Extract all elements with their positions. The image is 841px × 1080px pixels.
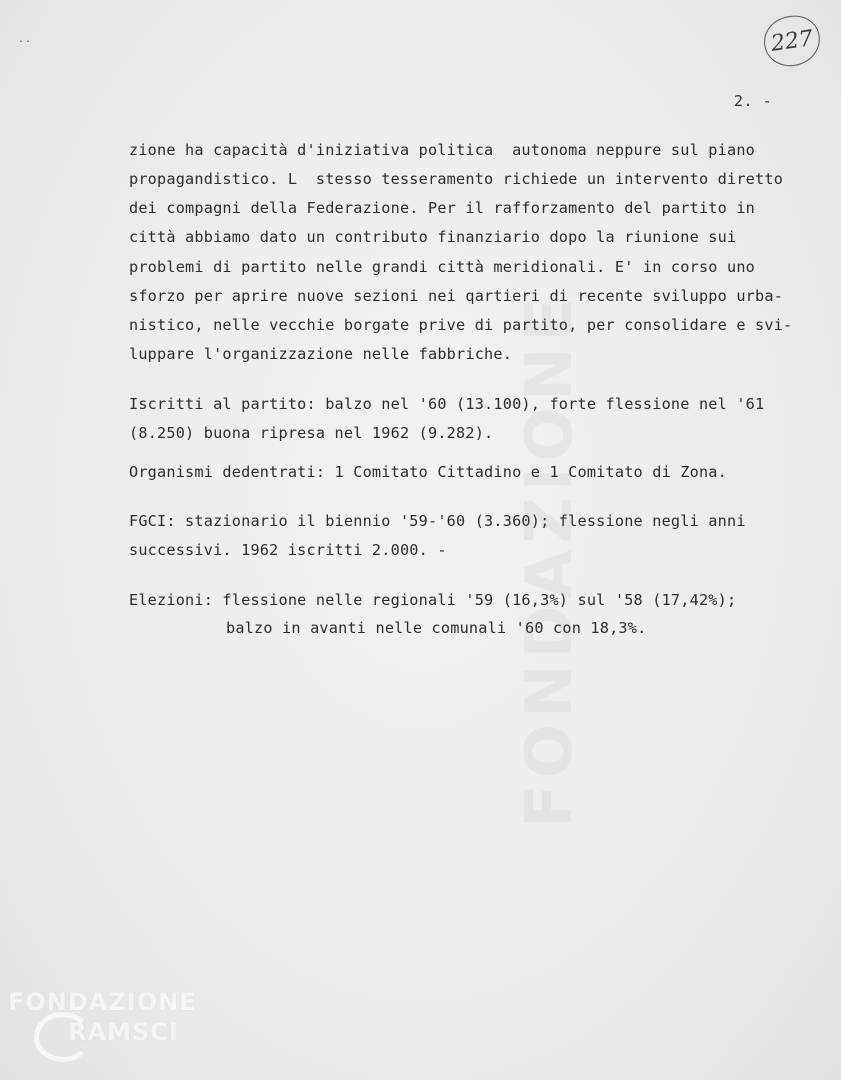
text-line-1: zione ha capacità d'iniziativa politica autonoma neppure sul piano	[129, 141, 756, 159]
foundation-logo	[8, 988, 218, 1068]
text-line-14: Elezioni: flessione nelle regionali '59 (16,3%) sul '58 (17,42%);	[129, 591, 737, 609]
text-line-13: successivi. 1962 iscritti 2.000. -	[129, 541, 447, 559]
text-line-11: Organismi dedentrati: 1 Comitato Cittadino e 1 Comitato di Zona.	[129, 463, 727, 481]
text-line-5: problemi di partito nelle grandi città meridionali. E' in corso uno	[129, 258, 756, 276]
edge-mark: ..	[18, 34, 33, 45]
text-line-12: FGCI: stazionario il biennio '59-'60 (3.360); flessione negli anni	[129, 512, 746, 530]
text-line-10: (8.250) buona ripresa nel 1962 (9.282).	[129, 424, 494, 442]
text-line-9: Iscritti al partito: balzo nel '60 (13.100), forte flessione nel '61	[129, 395, 765, 413]
text-line-3: dei compagni della Federazione. Per il rafforzamento del partito in	[129, 199, 756, 217]
text-line-8: luppare l'organizzazione nelle fabbriche.	[129, 345, 513, 363]
text-line-2: propagandistico. L stesso tesseramento richiede un intervento diretto	[129, 170, 784, 188]
text-line-15: balzo in avanti nelle comunali '60 con 18,3%.	[226, 619, 647, 637]
text-line-6: sforzo per aprire nuove sezioni nei qartieri di recente sviluppo urba-	[129, 287, 784, 305]
logo-line-1: FONDAZIONE	[8, 988, 197, 1016]
archive-number: 227	[769, 25, 815, 57]
logo-line-2: RAMSCI	[68, 1018, 179, 1046]
text-line-4: città abbiamo dato un contributo finanziario dopo la riunione sui	[129, 228, 737, 246]
watermark: FONDAZIONE	[513, 291, 587, 829]
page-number: 2. -	[734, 92, 773, 110]
archive-number-stamp	[761, 12, 823, 69]
text-line-7: nistico, nelle vecchie borgate prive di partito, per consolidare e svi-	[129, 316, 793, 334]
